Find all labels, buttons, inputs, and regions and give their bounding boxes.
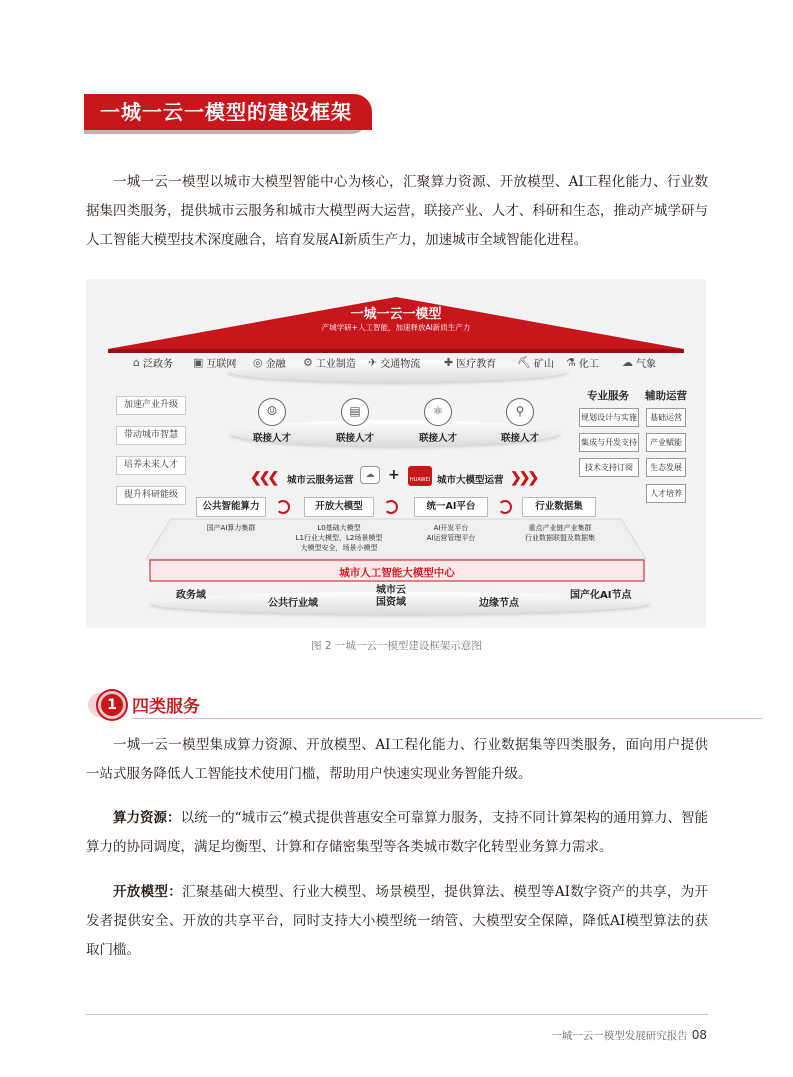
section-title: 一城一云一模型的建设框架 <box>100 100 352 124</box>
infra-item: 政务域 <box>176 590 206 601</box>
service-desc: AI运营管理平台 <box>426 534 476 542</box>
roof-base <box>108 349 684 353</box>
service-desc: L1行业大模型，L2场景模型 <box>295 534 383 542</box>
ops-aux-item: 人才培养 <box>646 484 686 503</box>
huawei-logo: HUAWEI <box>408 466 432 486</box>
weather-icon: ☁ <box>622 356 633 369</box>
domain-item: ⚗ 化工 <box>566 356 599 370</box>
report-title: 一城一云一模型发展研究报告 <box>551 1030 688 1042</box>
section-number: 1 <box>98 691 126 719</box>
city-model-ops: 城市大模型运营 <box>437 475 504 486</box>
internet-icon: ▣ <box>193 356 204 369</box>
medical-icon: ✚ <box>444 356 454 369</box>
section-heading-title: 四类服务 <box>132 697 200 717</box>
ops-professional-item: 规划设计与实施 <box>579 408 639 427</box>
transport-icon: ✈ <box>368 356 378 369</box>
services-paragraph: 一城一云一模型集成算力资源、开放模型、AI工程化能力、行业数据集等四类服务，面向用户提供一站式服务降低人工智能技术使用门槛，帮助用户快速实现业务智能升级。 <box>86 737 708 782</box>
ops-aux-title: 辅助运营 <box>645 390 687 402</box>
domain-item: ☁ 气象 <box>622 356 656 370</box>
server-icon: ▤ <box>341 398 369 426</box>
ops-aux-item: 基础运营 <box>646 408 686 427</box>
figure-caption: 图 2 一城一云一模型建设框架示意图 <box>311 640 482 652</box>
atom-icon: ⚛ <box>424 398 452 426</box>
government-icon: ⌂ <box>133 356 140 369</box>
section-title-banner <box>84 94 374 134</box>
cycle-icon <box>384 500 398 514</box>
domain-item: ✚ 医疗教育 <box>444 356 497 370</box>
ops-aux-item: 产业赋能 <box>646 433 686 452</box>
talent-label: 联接人才 <box>335 433 374 444</box>
ops-professional-item: 集成与开发支持 <box>579 433 639 452</box>
intro-paragraph: 一城一云一模型以城市大模型智能中心为核心，汇聚算力资源、开放模型、AI工程化能力、行业数据集四类服务，提供城市云服务和城市大模型两大运营，联接产业、人才、科研和生态，推动产城学研与人工智能大模型技术深度融合，培育发展AI新质生产力，加速城市全域智能化进程。 <box>86 174 708 248</box>
chevron-left-icon: ❮❮❮ <box>250 470 277 486</box>
domain-item: ⚙ 工业制造 <box>303 356 356 370</box>
ops-professional-title: 专业服务 <box>587 390 629 402</box>
infra-item: 公共行业域 <box>268 598 318 609</box>
domain-item: ✈ 交通物流 <box>368 356 421 370</box>
left-item: 提升科研能级 <box>116 486 186 505</box>
section-heading <box>88 690 388 720</box>
left-item: 加速产业升级 <box>116 396 186 415</box>
roof-subtitle: 产城学研+人工智能，加速释放AI新质生产力 <box>321 323 471 332</box>
roof-title: 一城一云一模型 <box>350 307 442 322</box>
cycle-icon <box>498 500 512 514</box>
industry-icon: ⚙ <box>303 356 313 369</box>
person-icon: ☺ <box>258 398 286 426</box>
domain-item: ⛏ 矿山 <box>517 356 554 370</box>
domain-item: ▣ 互联网 <box>193 356 237 370</box>
model-paragraph: 开放模型：汇聚基础大模型、行业大模型、场景模型，提供算法、模型等AI数字资产的共享，为开发者提供安全、开放的共享平台，同时支持大小模型统一纳管、大模型安全保障，降低AI模型算法的获取门槛。 <box>86 884 708 958</box>
page-footer <box>551 1028 707 1043</box>
domain-item: ⌂ 泛政务 <box>133 356 173 370</box>
finance-icon: ◎ <box>253 356 263 369</box>
domain-item: ◎ 金融 <box>253 356 286 370</box>
left-item: 带动城市智慧 <box>116 426 186 445</box>
service-desc: L0基础大模型 <box>317 524 361 532</box>
cloud-icon: ☁ <box>360 466 380 484</box>
compute-paragraph: 算力资源：以统一的“城市云”模式提供普惠安全可靠算力服务，支持不同计算架构的通用算力、智能算力的协同调度，满足均衡型、计算和存储密集型等各类城市数字化转型业务算力需求。 <box>86 810 708 855</box>
chevron-right-icon: ❯❯❯ <box>510 470 537 486</box>
service-desc: AI开发平台 <box>433 524 469 532</box>
page-number: 08 <box>691 1028 707 1042</box>
service-box: 公共智能算力 <box>196 497 266 517</box>
service-desc: 国产AI算力集群 <box>206 524 256 532</box>
service-box: 开放大模型 <box>304 497 374 517</box>
chemical-icon: ⚗ <box>566 356 576 369</box>
footer-divider <box>86 1014 708 1015</box>
heading-underline <box>132 718 762 719</box>
plus-sign: + <box>388 467 400 483</box>
lab-icon: ⚲ <box>506 398 534 426</box>
infra-item: 国产化AI节点 <box>570 590 632 601</box>
service-desc: 重点产业链产业集群 <box>528 524 592 532</box>
cycle-icon <box>276 500 290 514</box>
infra-item: 城市云 国资域 <box>376 585 406 608</box>
infra-item: 边缘节点 <box>479 598 519 609</box>
ops-aux-item: 生态发展 <box>646 458 686 477</box>
service-box: 行业数据集 <box>522 497 596 517</box>
left-item: 培养未来人才 <box>116 456 186 475</box>
talent-label: 联接人才 <box>500 433 539 444</box>
service-box: 统一AI平台 <box>414 497 488 517</box>
talent-label: 联接人才 <box>418 433 457 444</box>
service-desc: 大模型安全，场景小模型 <box>300 544 378 552</box>
service-desc: 行业数据联盟及数据集 <box>525 534 595 542</box>
mining-icon: ⛏ <box>517 356 531 369</box>
ops-professional-item: 技术支持订阅 <box>579 458 639 477</box>
compute-label: 算力资源： <box>113 810 181 826</box>
city-cloud-ops: 城市云服务运营 <box>287 475 354 486</box>
model-center: 城市人工智能大模型中心 <box>339 567 455 579</box>
talent-label: 联接人才 <box>252 433 291 444</box>
model-label: 开放模型： <box>113 884 183 900</box>
